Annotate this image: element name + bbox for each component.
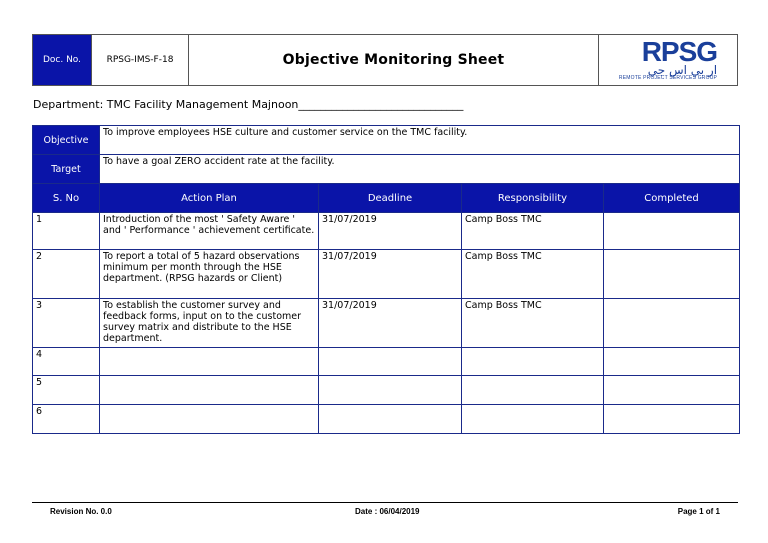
row-number: 2: [33, 250, 100, 299]
row-completed: [604, 405, 740, 434]
logo-sub-text: REMOTE PROJECT SERVICES GROUP: [618, 74, 718, 81]
target-label: Target: [33, 155, 100, 184]
department-line: Department: TMC Facility Management Majnoon______________________________: [33, 98, 464, 111]
row-deadline: 31/07/2019: [319, 299, 462, 348]
column-header-completed: Completed: [604, 184, 740, 213]
row-responsibility: [462, 376, 604, 405]
row-action-plan: [100, 348, 319, 376]
row-deadline: [319, 348, 462, 376]
table-row: [33, 299, 740, 348]
row-number: 1: [33, 213, 100, 250]
row-deadline: 31/07/2019: [319, 250, 462, 299]
row-action-plan: Introduction of the most ' Safety Aware ' and ' Performance ' achievement certificate.: [100, 213, 319, 250]
objective-row: [33, 126, 740, 155]
revision-number: Revision No. 0.0: [50, 507, 112, 516]
row-completed: [604, 250, 740, 299]
column-header-responsibility: Responsibility: [462, 184, 604, 213]
document-title: Objective Monitoring Sheet: [189, 35, 599, 86]
row-action-plan: To establish the customer survey and feedback forms, input on to the customer survey matrix and distribute to the HSE department.: [100, 299, 319, 348]
row-deadline: 31/07/2019: [319, 213, 462, 250]
row-responsibility: Camp Boss TMC: [462, 213, 604, 250]
target-row: [33, 155, 740, 184]
table-row: [33, 376, 740, 405]
row-number: 5: [33, 376, 100, 405]
footer-date: Date : 06/04/2019: [355, 507, 420, 516]
row-responsibility: Camp Boss TMC: [462, 299, 604, 348]
table-row: [33, 213, 740, 250]
page-number: Page 1 of 1: [677, 507, 720, 516]
logo-arabic-text: ار بي اس جي: [647, 62, 718, 77]
column-header-deadline: Deadline: [319, 184, 462, 213]
row-completed: [604, 299, 740, 348]
objective-label: Objective: [33, 126, 100, 155]
row-deadline: [319, 405, 462, 434]
row-number: 3: [33, 299, 100, 348]
row-action-plan: [100, 405, 319, 434]
row-action-plan: [100, 376, 319, 405]
column-header-sno: S. No: [33, 184, 100, 213]
row-deadline: [319, 376, 462, 405]
row-completed: [604, 213, 740, 250]
target-text: To have a goal ZERO accident rate at the facility.: [100, 155, 740, 184]
row-completed: [604, 348, 740, 376]
row-action-plan: To report a total of 5 hazard observations minimum per month through the HSE department. (RPSG hazards or Client): [100, 250, 319, 299]
row-number: 6: [33, 405, 100, 434]
row-responsibility: [462, 405, 604, 434]
table-row: [33, 250, 740, 299]
row-number: 4: [33, 348, 100, 376]
doc-id: RPSG-IMS-F-18: [92, 35, 189, 86]
table-row: [33, 348, 740, 376]
objective-text: To improve employees HSE culture and customer service on the TMC facility.: [100, 126, 740, 155]
company-logo: [618, 35, 718, 81]
objective-table: [32, 125, 740, 434]
logo-cell: [599, 35, 738, 86]
row-responsibility: [462, 348, 604, 376]
row-responsibility: Camp Boss TMC: [462, 250, 604, 299]
document-header: [32, 34, 738, 86]
row-completed: [604, 376, 740, 405]
table-row: [33, 405, 740, 434]
column-header-action-plan: Action Plan: [100, 184, 319, 213]
column-header-row: [33, 184, 740, 213]
page-footer: [32, 502, 738, 516]
doc-no-label: Doc. No.: [33, 35, 92, 86]
logo-main-text: RPSG: [641, 35, 718, 67]
